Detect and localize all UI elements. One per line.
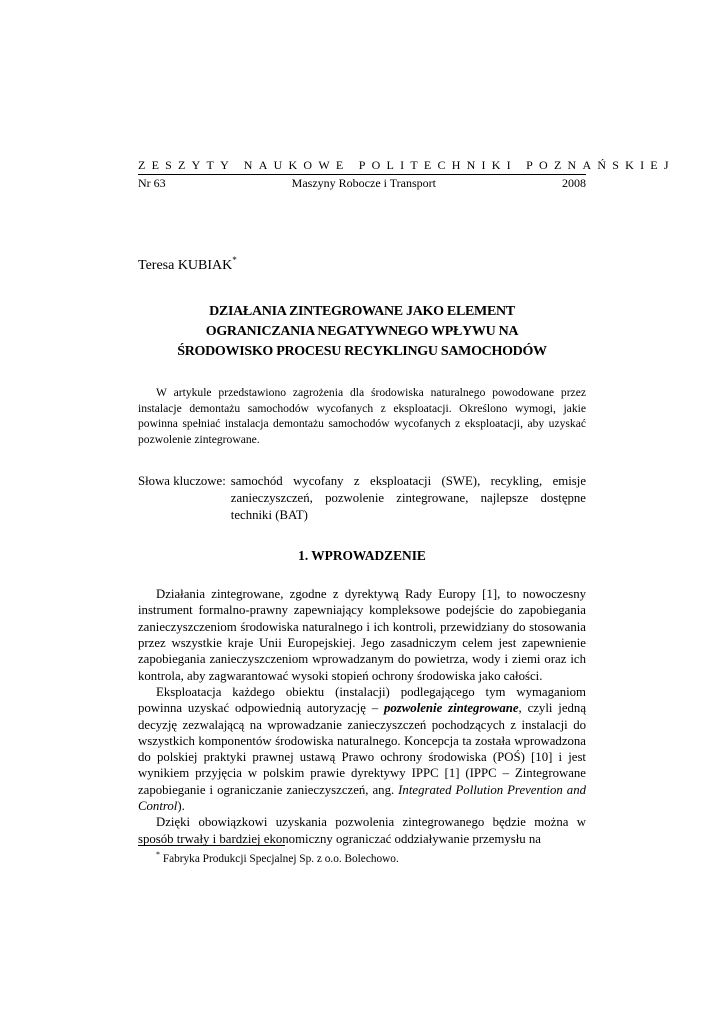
- section-body: [138, 586, 586, 847]
- keywords-label: Słowa kluczowe:: [138, 474, 226, 489]
- italic-term: Integrated Pollution Prevention and Control: [138, 782, 586, 814]
- keywords: [138, 473, 586, 523]
- title-line: DZIAŁANIA ZINTEGROWANE JAKO ELEMENT: [209, 304, 515, 319]
- footnote: [156, 852, 399, 866]
- paragraph-text: ).: [177, 799, 185, 814]
- title-line: OGRANICZANIA NEGATYWNEGO WPŁYWU NA: [205, 324, 519, 339]
- paragraph-text: , czyli jedną decyzję zezwalającą na wprowadzanie zanieczyszczeń pochodzących z instalacji do wszystkich komponentów środowiska naturalnego. Koncepcja ta została wprowadzona do polskiej praktyki prawnej ustawą Prawo ochrony środowiska (POŚ) [10] i jest wynikiem przyjęcia w polskim prawie dyrektywy IPPC [1] (IPPC – Zintegrowane zapobieganie i ograniczanie zanieczyszczeń, ang.: [138, 701, 586, 797]
- author-line: [138, 255, 586, 274]
- footnote-rule: [138, 845, 285, 846]
- header-rule: [138, 174, 586, 175]
- author-name: Teresa KUBIAK: [138, 258, 233, 273]
- author-footnote-marker: *: [232, 255, 237, 265]
- section-heading: 1. WPROWADZENIE: [298, 548, 426, 564]
- journal-header: [138, 158, 675, 172]
- issue-meta-row: [138, 176, 586, 190]
- footnote-marker: *: [156, 850, 160, 859]
- journal-series: Maszyny Robocze i Transport: [291, 176, 436, 190]
- keywords-text: samochód wycofany z eksploatacji (SWE), recykling, emisje zanieczyszczeń, pozwolenie zintegrowane, najlepsze dostępne techniki (BAT): [230, 474, 586, 522]
- issue-number: Nr 63: [138, 176, 166, 190]
- paragraph: Działania zintegrowane, zgodne z dyrektywą Rady Europy [1], to nowoczesny instrument formalno-prawny zapewniający kompleksowe podejście do zapobiegania zanieczyszczeniom środowiska naturalnego i ich kontroli, przewidziany do stosowania przez wszystkie kraje Unii Europejskiej. Jego zasadniczym celem jest zapewnienie zapobiegania zanieczyszczeniom wprowadzanym do powietrza, wody i ziemi oraz ich kontrola, aby zagwarantować wysoki stopień ochrony środowiska jako całości.: [138, 587, 586, 683]
- footnote-text: Fabryka Produkcji Specjalnej Sp. z o.o. Bolechowo.: [162, 853, 399, 865]
- paper-title: [138, 302, 586, 362]
- journal-name: ZESZYTY NAUKOWE POLITECHNIKI POZNAŃSKIEJ: [138, 158, 675, 172]
- abstract: W artykule przedstawiono zagrożenia dla środowiska naturalnego powodowane przez instalacje demontażu samochodów wycofanych z eksploatacji. Określono wymogi, jakie powinna spełniać instalacja demontażu samochodów wycofanych z eksploatacji, aby uzyskać pozwolenie zintegrowane.: [138, 386, 586, 446]
- title-line: ŚRODOWISKO PROCESU RECYKLINGU SAMOCHODÓW: [177, 344, 547, 359]
- paragraph: [138, 684, 586, 814]
- paper-page: [138, 158, 675, 847]
- emphasized-term: pozwolenie zintegrowane: [383, 701, 519, 716]
- publication-year: 2008: [562, 176, 586, 190]
- paragraph: Dzięki obowiązkowi uzyskania pozwolenia zintegrowanego będzie można w sposób trwały i bardziej ekonomiczny ograniczać oddziaływanie przemysłu na: [138, 815, 586, 846]
- paragraph-text: Eksploatacja każdego obiektu (instalacji) podlegającego tym wymaganiom powinna uzyskać odpowiednią autoryzację –: [138, 684, 586, 716]
